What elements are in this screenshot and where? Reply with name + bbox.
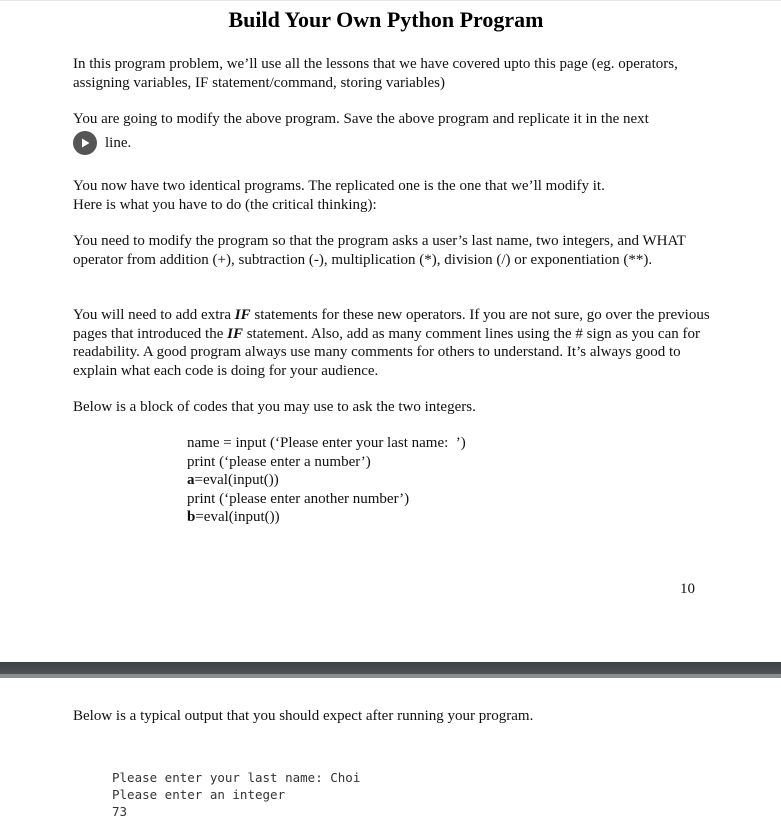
page-number: 10 [680, 581, 695, 597]
if-para-part1: You will need to add extra [73, 307, 235, 323]
page-title: Build Your Own Python Program [228, 7, 544, 32]
play-line-text: line. [105, 134, 132, 151]
play-icon [79, 137, 91, 149]
console-output [112, 769, 360, 820]
code-line-4: print (‘please enter another number’) [187, 490, 410, 507]
code-var-b: b [187, 509, 196, 525]
page-divider [0, 662, 781, 678]
code-block [187, 434, 466, 527]
if-statements-paragraph [73, 306, 713, 380]
code-line-2: print (‘please enter a number’) [187, 453, 371, 470]
play-button-icon[interactable] [73, 131, 97, 155]
document-page-2 [0, 678, 781, 821]
if-para-part2: statements for these new operators. If you are not sure, go over the previous pages that introduced the [73, 307, 710, 342]
code-var-a: a [187, 472, 195, 488]
code-intro-paragraph: Below is a block of codes that you may use to ask the two integers. [73, 399, 476, 415]
code-line-1: name = input (‘Please enter your last name: ’) [187, 435, 466, 451]
output-intro-paragraph: Below is a typical output that you should expect after running your program. [73, 708, 534, 724]
code-line-3 [187, 471, 466, 490]
console-line: Please enter an integer [112, 787, 286, 802]
code-line-5 [187, 508, 466, 527]
code-line-5-rest: =eval(input()) [195, 509, 280, 525]
if-para-part3: statement. Also, add as many comment lines using the # sign as you can for readability. A good program always use many comments for others to understand. It’s always good to explain what each code is doing for your audience. [73, 325, 700, 379]
console-line: Please enter your last name: Choi [112, 770, 361, 785]
console-line: 73 [112, 804, 128, 819]
play-line [73, 130, 131, 156]
modify-instruction-paragraph: You are going to modify the above program. Save the above program and replicate it in the next [73, 111, 649, 127]
identical-programs-paragraph: You now have two identical programs. The replicated one is the one that we’ll modify it. Here is what you have to do (the critical thinking): [73, 178, 605, 213]
intro-paragraph: In this program problem, we’ll use all the lessons that we have covered upto this page (eg. operators, assigning variables, IF statement/command, storing variables) [73, 56, 678, 91]
if-keyword-1: IF [234, 307, 251, 323]
modify-program-paragraph: You need to modify the program so that the program asks a user’s last name, two integers, and WHAT operator from addition (+), subtraction (-), multiplication (*), division (/) or exponentiation (**). [73, 233, 686, 268]
code-line-3-rest: =eval(input()) [194, 472, 279, 488]
if-keyword-2: IF [227, 325, 243, 342]
